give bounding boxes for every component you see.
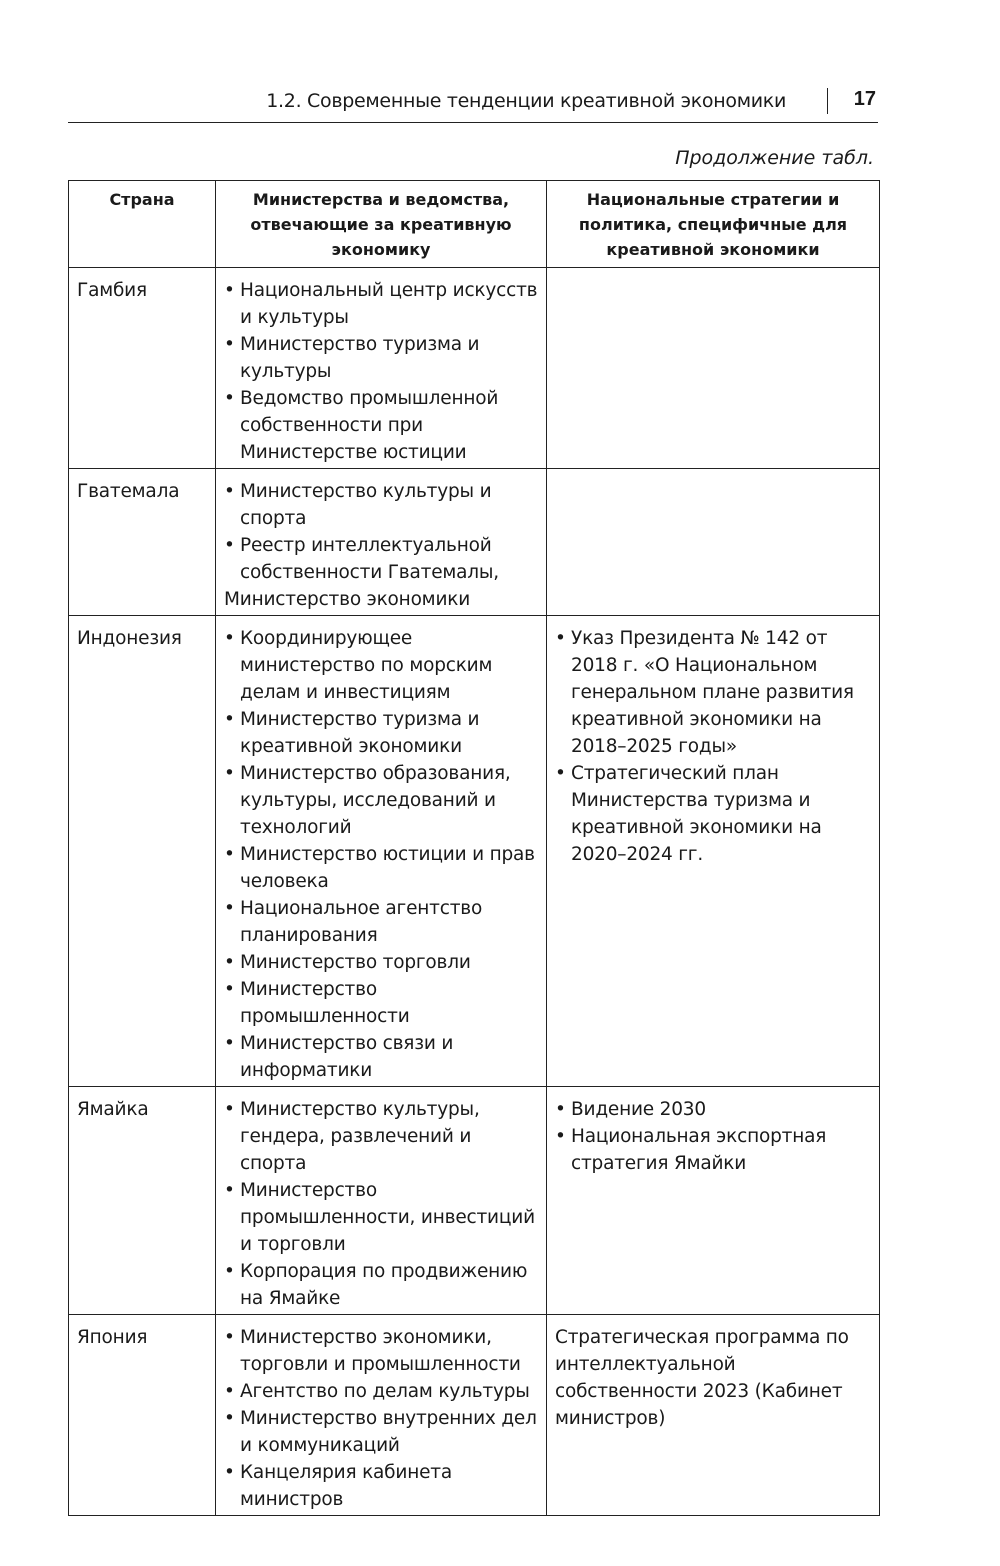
ministry-item: • Министерство культуры и спорта: [224, 478, 540, 532]
ministry-item: • Корпорация по продвижению на Ямайке: [224, 1258, 540, 1312]
ministry-item: • Министерство экономики, торговли и промышленности: [224, 1324, 540, 1378]
ministry-item: • Национальный центр искусств и культуры: [224, 277, 540, 331]
strategies-cell: [547, 1315, 880, 1516]
strategies-cell: [547, 1087, 880, 1315]
ministry-item: • Министерство образования, культуры, исследований и технологий: [224, 760, 540, 841]
ministry-item: • Министерство внутренних дел и коммуникаций: [224, 1405, 540, 1459]
ministry-item: • Министерство культуры, гендера, развлечений и спорта: [224, 1096, 540, 1177]
strategy-item: • Национальная экспортная стратегия Ямайки: [555, 1123, 873, 1177]
ministries-cell: [216, 268, 547, 469]
header-separator: [827, 88, 829, 114]
column-header-country: Страна: [69, 181, 216, 268]
table-row: [69, 616, 880, 1087]
running-header: [68, 84, 878, 123]
ministry-item: • Реестр интеллектуальной собственности Гватемалы,: [224, 532, 540, 586]
ministries-cell: [216, 1087, 547, 1315]
ministry-item: • Канцелярия кабинета министров: [224, 1459, 540, 1513]
strategy-item: • Стратегический план Министерства туризма и креативной экономики на 2020–2024 гг.: [555, 760, 873, 868]
table-header-row: [69, 181, 880, 268]
ministry-item: • Координирующее министерство по морским делам и инвестициям: [224, 625, 540, 706]
table-continuation-note: Продолжение табл.: [675, 147, 874, 169]
column-header-strategies: Национальные стратегии и политика, специфичные для креативной экономики: [547, 181, 880, 268]
ministry-item: • Агентство по делам культуры: [224, 1378, 540, 1405]
ministry-item: • Ведомство промышленной собственности при Министерстве юстиции: [224, 385, 540, 466]
table-row: [69, 268, 880, 469]
ministries-cell: [216, 1315, 547, 1516]
ministry-item: • Министерство туризма и культуры: [224, 331, 540, 385]
country-cell: Индонезия: [69, 616, 216, 1087]
ministry-continuation: Министерство экономики: [224, 589, 471, 610]
ministries-cell: [216, 616, 547, 1087]
country-cell: Ямайка: [69, 1087, 216, 1315]
strategy-item: • Видение 2030: [555, 1096, 873, 1123]
ministry-item: • Министерство юстиции и прав человека: [224, 841, 540, 895]
page-number: 17: [853, 88, 876, 110]
table-row: [69, 1087, 880, 1315]
country-cell: Гамбия: [69, 268, 216, 469]
ministries-cell: [216, 469, 547, 616]
ministry-item: • Министерство торговли: [224, 949, 540, 976]
ministry-item: • Министерство промышленности, инвестиций и торговли: [224, 1177, 540, 1258]
table-row: [69, 1315, 880, 1516]
column-header-ministries: Министерства и ведомства, отвечающие за креативную экономику: [216, 181, 547, 268]
ministry-item: • Министерство связи и информатики: [224, 1030, 540, 1084]
strategies-cell: [547, 616, 880, 1087]
strategy-item: • Указ Президента № 142 от 2018 г. «О Национальном генеральном плане развития креативной экономики на 2018–2025 годы»: [555, 625, 873, 760]
strategies-cell: [547, 469, 880, 616]
country-cell: Япония: [69, 1315, 216, 1516]
strategy-text: Стратегическая программа по интеллектуальной собственности 2023 (Кабинет министров): [555, 1327, 849, 1429]
strategies-cell: [547, 268, 880, 469]
ministry-item: • Министерство туризма и креативной экономики: [224, 706, 540, 760]
chapter-title: 1.2. Современные тенденции креативной экономики: [266, 90, 786, 112]
country-cell: Гватемала: [69, 469, 216, 616]
ministry-item: • Национальное агентство планирования: [224, 895, 540, 949]
table-row: [69, 469, 880, 616]
countries-table: [68, 180, 880, 1516]
ministry-item: • Министерство промышленности: [224, 976, 540, 1030]
